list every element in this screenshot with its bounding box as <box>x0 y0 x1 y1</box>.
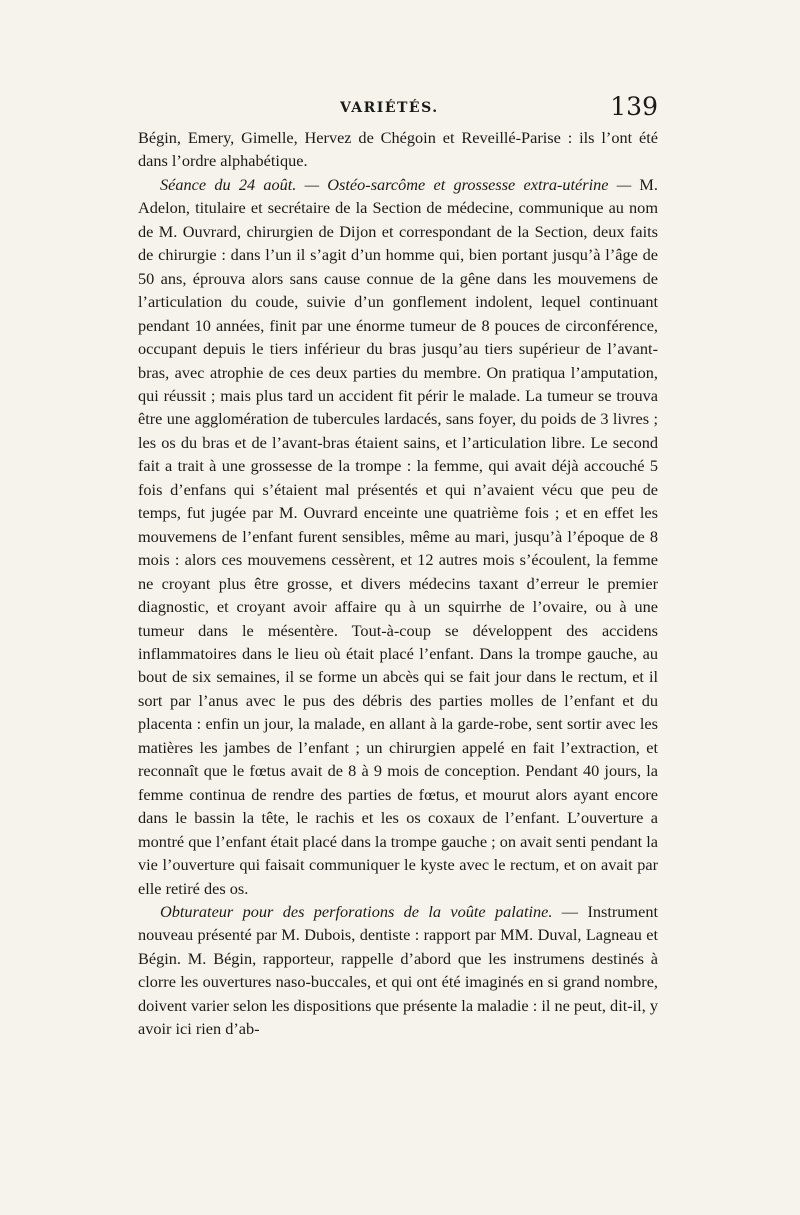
page-header <box>138 94 658 128</box>
paragraph <box>138 173 658 900</box>
body-text <box>138 126 658 1041</box>
paragraph-text: Bégin, Emery, Gimelle, Hervez de Chégoin et Reveillé-Parise : ils l’ont été dans l’ordre alphabétique. <box>138 128 658 171</box>
paragraph <box>138 900 658 1041</box>
paragraph <box>138 126 658 173</box>
page-number: 139 <box>610 92 658 121</box>
paragraph-lead: Séance du 24 août. — Ostéo-sarcôme et grossesse extra-utérine — <box>160 174 632 194</box>
paragraph-lead: Obturateur pour des perforations de la voûte palatine. <box>160 901 553 921</box>
paragraph-text: — Instrument nouveau présenté par M. Dubois, dentiste : rapport par MM. Duval, Lagneau et Bégin. M. Bégin, rapporteur, rappelle d’abord que les instrumens destinés à clorre les ouvertures naso-buccales, et qui ont été imaginés en si grand nombre, doivent varier selon les dispositions que présente la maladie : il ne peut, dit-il, y avoir ici rien d’ab- <box>138 901 658 1039</box>
running-title: VARIÉTÉS. <box>340 100 439 116</box>
paragraph-text: M. Adelon, titulaire et secrétaire de la Section de médecine, communique au nom de M. Ouvrard, chirurgien de Dijon et correspondant de la Section, deux faits de chirurgie : dans l’un il s’agit d’un homme qui, bien portant jusqu’à l’âge de 50 ans, éprouva alors sans cause connue de la gêne dans les mouvemens de l’articulation du coude, suivie d’un gonflement indolent, lequel continuant pendant 10 années, finit par une énorme tumeur de 8 pouces de circonférence, occupant depuis le tiers inférieur du bras jusqu’au tiers supérieur de l’avant-bras, avec atrophie de ces deux parties du membre. On pratiqua l’amputation, qui réussit ; mais plus tard un accident fit périr le malade. La tumeur se trouva être une agglomération de tubercules lardacés, sans foyer, du poids de 3 livres ; les os du bras et de l’avant-bras étaient sains, et l’articulation libre. Le second fait a trait à une grossesse de la trompe : la femme, qui avait déjà accouché 5 fois d’enfans qui s’étaient mal présentés et qui n’avaient vécu que peu de temps, fut jugée par M. Ouvrard enceinte une quatrième fois ; et en effet les mouvemens de l’enfant furent sensibles, même au mari, jusqu’à l’époque de 8 mois : alors ces mouvemens cessèrent, et 12 autres mois s’écoulent, la femme ne croyant plus être grosse, et divers médecins taxant d’erreur le premier diagnostic, et croyant avoir affaire qu à un squirrhe de l’ovaire, ou à une tumeur dans le mésentère. Tout-à-coup se développent des accidens inflammatoires dans le lieu où était placé l’enfant. Dans la trompe gauche, au bout de six semaines, il se forme un abcès qui se fait jour dans le rectum, et il sort par l’anus avec le pus des débris des parties molles de l’enfant et du placenta : enfin un jour, la malade, en allant à la garde-robe, sent sortir avec les matières les jambes de l’enfant ; un chirurgien appelé en fait l’extraction, et reconnaît que le fœtus avait de 8 à 9 mois de conception. Pendant 40 jours, la femme continua de rendre des parties de fœtus, et mourut alors ayant encore dans le bassin la tête, le rachis et les os coxaux de l’enfant. L’ouverture a montré que l’enfant était placé dans la trompe gauche ; on avait senti pendant la vie l’ouverture qui faisait communiquer le kyste avec le rectum, et on avait par elle retiré des os. <box>138 174 658 898</box>
